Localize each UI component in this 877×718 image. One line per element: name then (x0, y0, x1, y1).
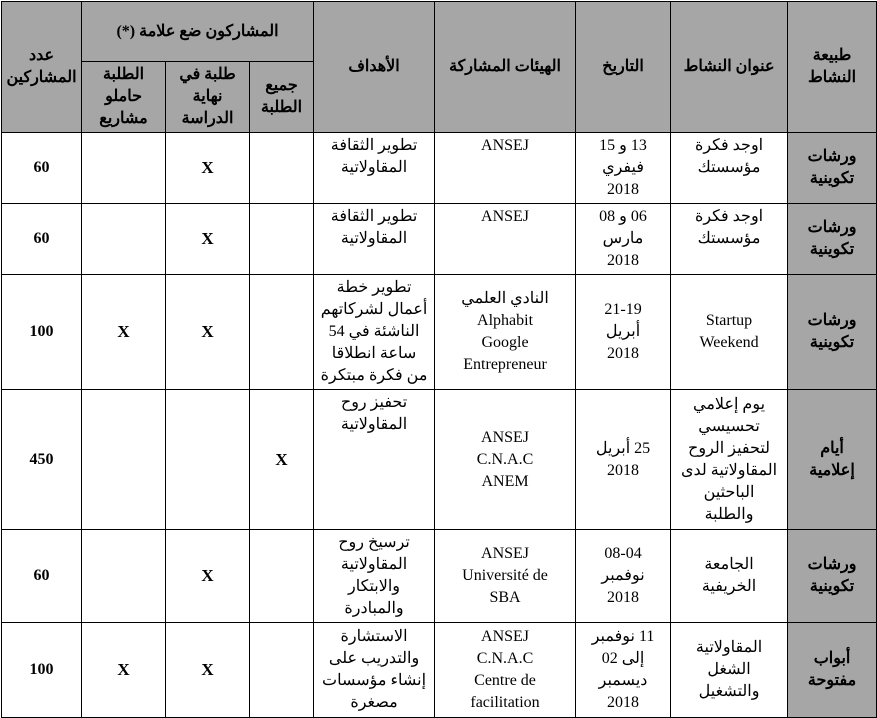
activity-type-cell: ورشات تكوينية (788, 530, 877, 623)
activity-title-cell: Startup Weekend (671, 275, 788, 390)
header-participant-count: عدد المشاركين (2, 2, 82, 133)
participant-count-cell: 60 (2, 204, 82, 275)
organizations-cell: ANSEJ (435, 133, 576, 204)
organizations-cell: النادي العلمي Alphabit Google Entrepreneur (435, 275, 576, 390)
table-row (2, 204, 877, 275)
header-final-year-students: طلبة في نهاية الدراسة (166, 62, 250, 133)
date-cell: 11 نوفمبر إلى 02 ديسمبر 2018 (576, 623, 671, 718)
organizations-cell: ANSEJ Université de SBA (435, 530, 576, 623)
table-row (2, 133, 877, 204)
organizations-cell: ANSEJ (435, 204, 576, 275)
project-holders-mark (82, 204, 166, 275)
activity-title-cell: المقاولاتية الشغل والتشغيل (671, 623, 788, 718)
activity-type-cell: ورشات تكوينية (788, 204, 877, 275)
project-holders-mark (82, 390, 166, 530)
all-students-mark (250, 204, 314, 275)
header-all-students: جميع الطلبة (250, 62, 314, 133)
activity-type-cell: ورشات تكوينية (788, 275, 877, 390)
date-cell: 25 أبريل 2018 (576, 390, 671, 530)
goals-cell: تطوير خطة أعمال لشركاتهم الناشئة في 54 ساعة انطلاقا من فكرة مبتكرة (314, 275, 435, 390)
goals-cell: الاستشارة والتدريب على إنشاء مؤسسات مصغرة (314, 623, 435, 718)
participant-count-cell: 100 (2, 623, 82, 718)
project-holders-mark: X (82, 623, 166, 718)
date-cell: 06 و 08 مارس 2018 (576, 204, 671, 275)
header-organizations: الهيئات المشاركة (435, 2, 576, 133)
goals-cell: ترسيخ روح المقاولاتية والابتكار والمبادرة (314, 530, 435, 623)
date-cell: 21-19 أبريل 2018 (576, 275, 671, 390)
date-cell: 08-04 نوفمبر 2018 (576, 530, 671, 623)
header-activity-title: عنوان النشاط (671, 2, 788, 133)
organizations-cell: ANSEJ C.N.A.C Centre de facilitation (435, 623, 576, 718)
header-project-holders: الطلبة حاملو مشاريع (82, 62, 166, 133)
activity-title-cell: اوجد فكرة مؤسستك (671, 204, 788, 275)
activity-type-cell: أبواب مفتوحة (788, 623, 877, 718)
header-participants-group: المشاركون ضع علامة (*) (82, 2, 314, 62)
activity-type-cell: أيام إعلامية (788, 390, 877, 530)
activity-title-cell: اوجد فكرة مؤسستك (671, 133, 788, 204)
header-goals: الأهداف (314, 2, 435, 133)
all-students-mark (250, 133, 314, 204)
activity-title-cell: الجامعة الخريفية (671, 530, 788, 623)
goals-cell: تطوير الثقافة المقاولاتية (314, 204, 435, 275)
date-cell: 13 و 15 فيفري 2018 (576, 133, 671, 204)
activity-type-cell: ورشات تكوينية (788, 133, 877, 204)
final-year-mark (166, 390, 250, 530)
table-row (2, 623, 877, 718)
participant-count-cell: 60 (2, 133, 82, 204)
table-row (2, 530, 877, 623)
participant-count-cell: 450 (2, 390, 82, 530)
all-students-mark (250, 275, 314, 390)
table-row (2, 275, 877, 390)
final-year-mark: X (166, 133, 250, 204)
all-students-mark (250, 530, 314, 623)
final-year-mark: X (166, 623, 250, 718)
participant-count-cell: 100 (2, 275, 82, 390)
final-year-mark: X (166, 275, 250, 390)
header-date: التاريخ (576, 2, 671, 133)
goals-cell: تطوير الثقافة المقاولاتية (314, 133, 435, 204)
table-row (2, 390, 877, 530)
all-students-mark: X (250, 390, 314, 530)
header-activity-type: طبيعة النشاط (788, 2, 877, 133)
project-holders-mark: X (82, 275, 166, 390)
final-year-mark: X (166, 530, 250, 623)
organizations-cell: ANSEJ C.N.A.C ANEM (435, 390, 576, 530)
activity-title-cell: يوم إعلامي تحسيسي لتحفيز الروح المقاولاتية لدى الباحثين والطلبة (671, 390, 788, 530)
all-students-mark (250, 623, 314, 718)
final-year-mark: X (166, 204, 250, 275)
project-holders-mark (82, 133, 166, 204)
project-holders-mark (82, 530, 166, 623)
goals-cell: تحفيز روح المقاولاتية (314, 390, 435, 530)
participant-count-cell: 60 (2, 530, 82, 623)
activities-table (1, 1, 877, 718)
